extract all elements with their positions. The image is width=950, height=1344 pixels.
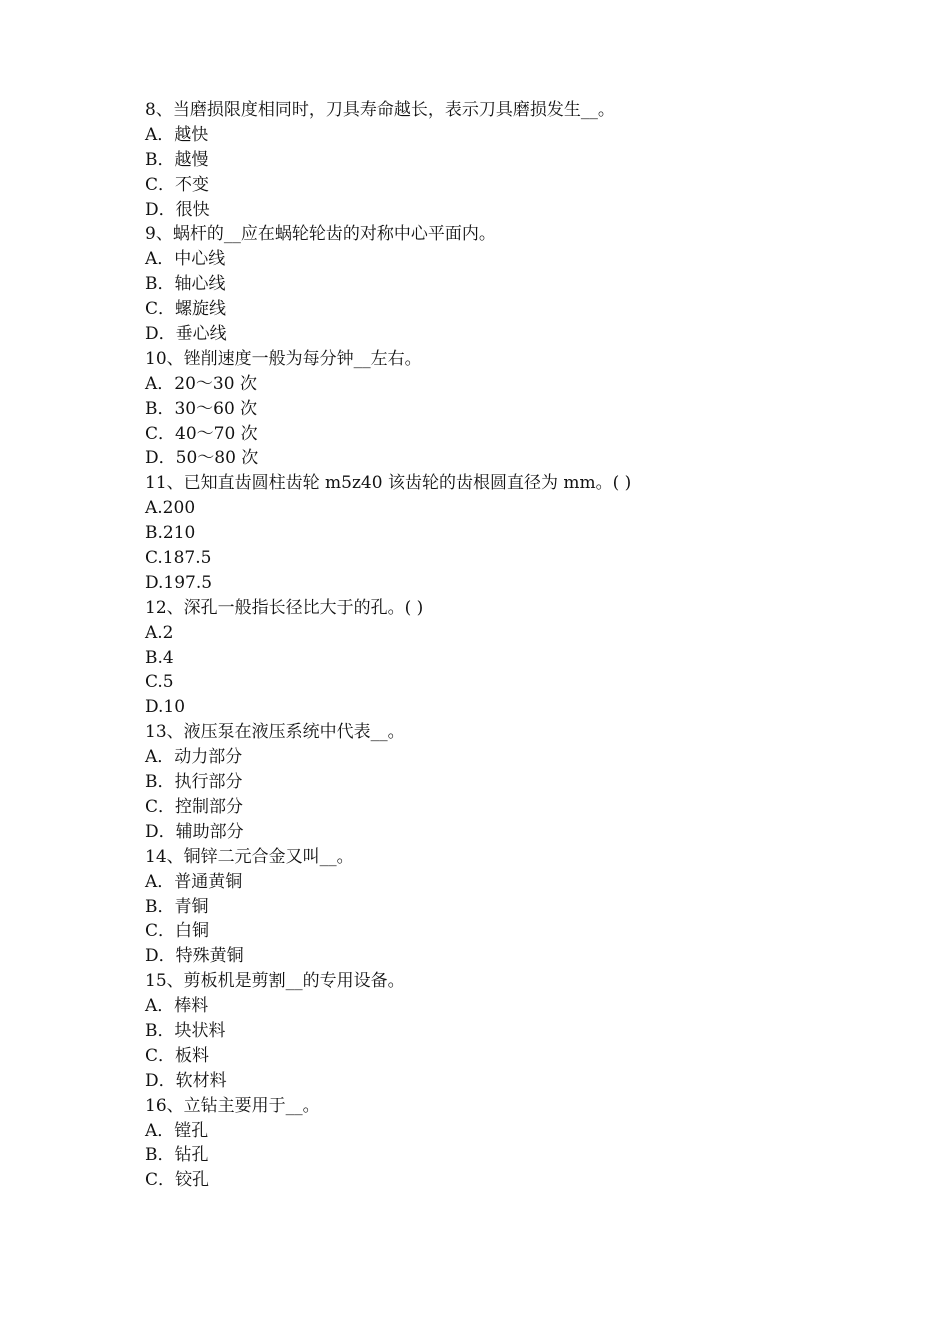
answer-option: B．钻孔 <box>145 1145 209 1166</box>
answer-option: A．镗孔 <box>145 1120 209 1141</box>
answer-option: A．普通黄铜 <box>145 871 243 892</box>
answer-option: D．特殊黄铜 <box>145 946 244 967</box>
answer-option: D．辅助部分 <box>145 821 244 842</box>
answer-option: B.210 <box>145 523 196 544</box>
answer-option: C.187.5 <box>145 548 212 569</box>
answer-option: D．软材料 <box>145 1070 227 1091</box>
answer-option: C．白铜 <box>145 921 210 942</box>
answer-option: B．青铜 <box>145 896 209 917</box>
answer-option: C．板料 <box>145 1045 210 1066</box>
answer-option: D.197.5 <box>145 572 213 593</box>
question-stem: 15、剪板机是剪割__的专用设备。 <box>145 971 405 992</box>
question-stem: 14、铜锌二元合金又叫__。 <box>145 846 354 867</box>
answer-option: A.2 <box>145 622 174 643</box>
question-stem: 9、蜗杆的__应在蜗轮轮齿的对称中心平面内。 <box>145 224 496 245</box>
answer-option: C．铰孔 <box>145 1170 210 1191</box>
answer-option: C．控制部分 <box>145 796 244 817</box>
answer-option: C．螺旋线 <box>145 299 227 320</box>
answer-option: A．动力部分 <box>145 747 243 768</box>
answer-option: C．40～70 次 <box>145 423 258 444</box>
answer-option: D．50～80 次 <box>145 448 259 469</box>
answer-option: B．块状料 <box>145 1020 226 1041</box>
answer-option: C．不变 <box>145 174 210 195</box>
question-stem: 16、立钻主要用于__。 <box>145 1095 320 1116</box>
question-stem: 10、锉削速度一般为每分钟__左右。 <box>145 348 422 369</box>
question-stem: 13、液压泵在液压系统中代表__。 <box>145 722 405 743</box>
answer-option: C.5 <box>145 672 174 693</box>
answer-option: D．垂心线 <box>145 324 227 345</box>
answer-option: D．很快 <box>145 199 210 220</box>
answer-option: B．越慢 <box>145 149 209 170</box>
question-stem: 8、当磨损限度相同时，刀具寿命越长，表示刀具磨损发生__。 <box>145 100 615 120</box>
answer-option: A.200 <box>145 498 196 519</box>
answer-option: A．中心线 <box>145 249 226 270</box>
question-list <box>145 98 845 1193</box>
answer-option: B.4 <box>145 647 174 668</box>
answer-option: A．越快 <box>145 124 209 145</box>
answer-option: D.10 <box>145 697 186 718</box>
answer-option: B．轴心线 <box>145 274 226 295</box>
answer-option: A．20～30 次 <box>145 373 257 394</box>
question-stem: 11、已知直齿圆柱齿轮 m5z40 该齿轮的齿根圆直径为 mm。( ) <box>145 473 632 494</box>
answer-option: A．棒料 <box>145 996 209 1017</box>
answer-option: B．执行部分 <box>145 772 243 793</box>
answer-option: B．30～60 次 <box>145 398 258 419</box>
question-stem: 12、深孔一般指长径比大于的孔。( ) <box>145 597 424 618</box>
